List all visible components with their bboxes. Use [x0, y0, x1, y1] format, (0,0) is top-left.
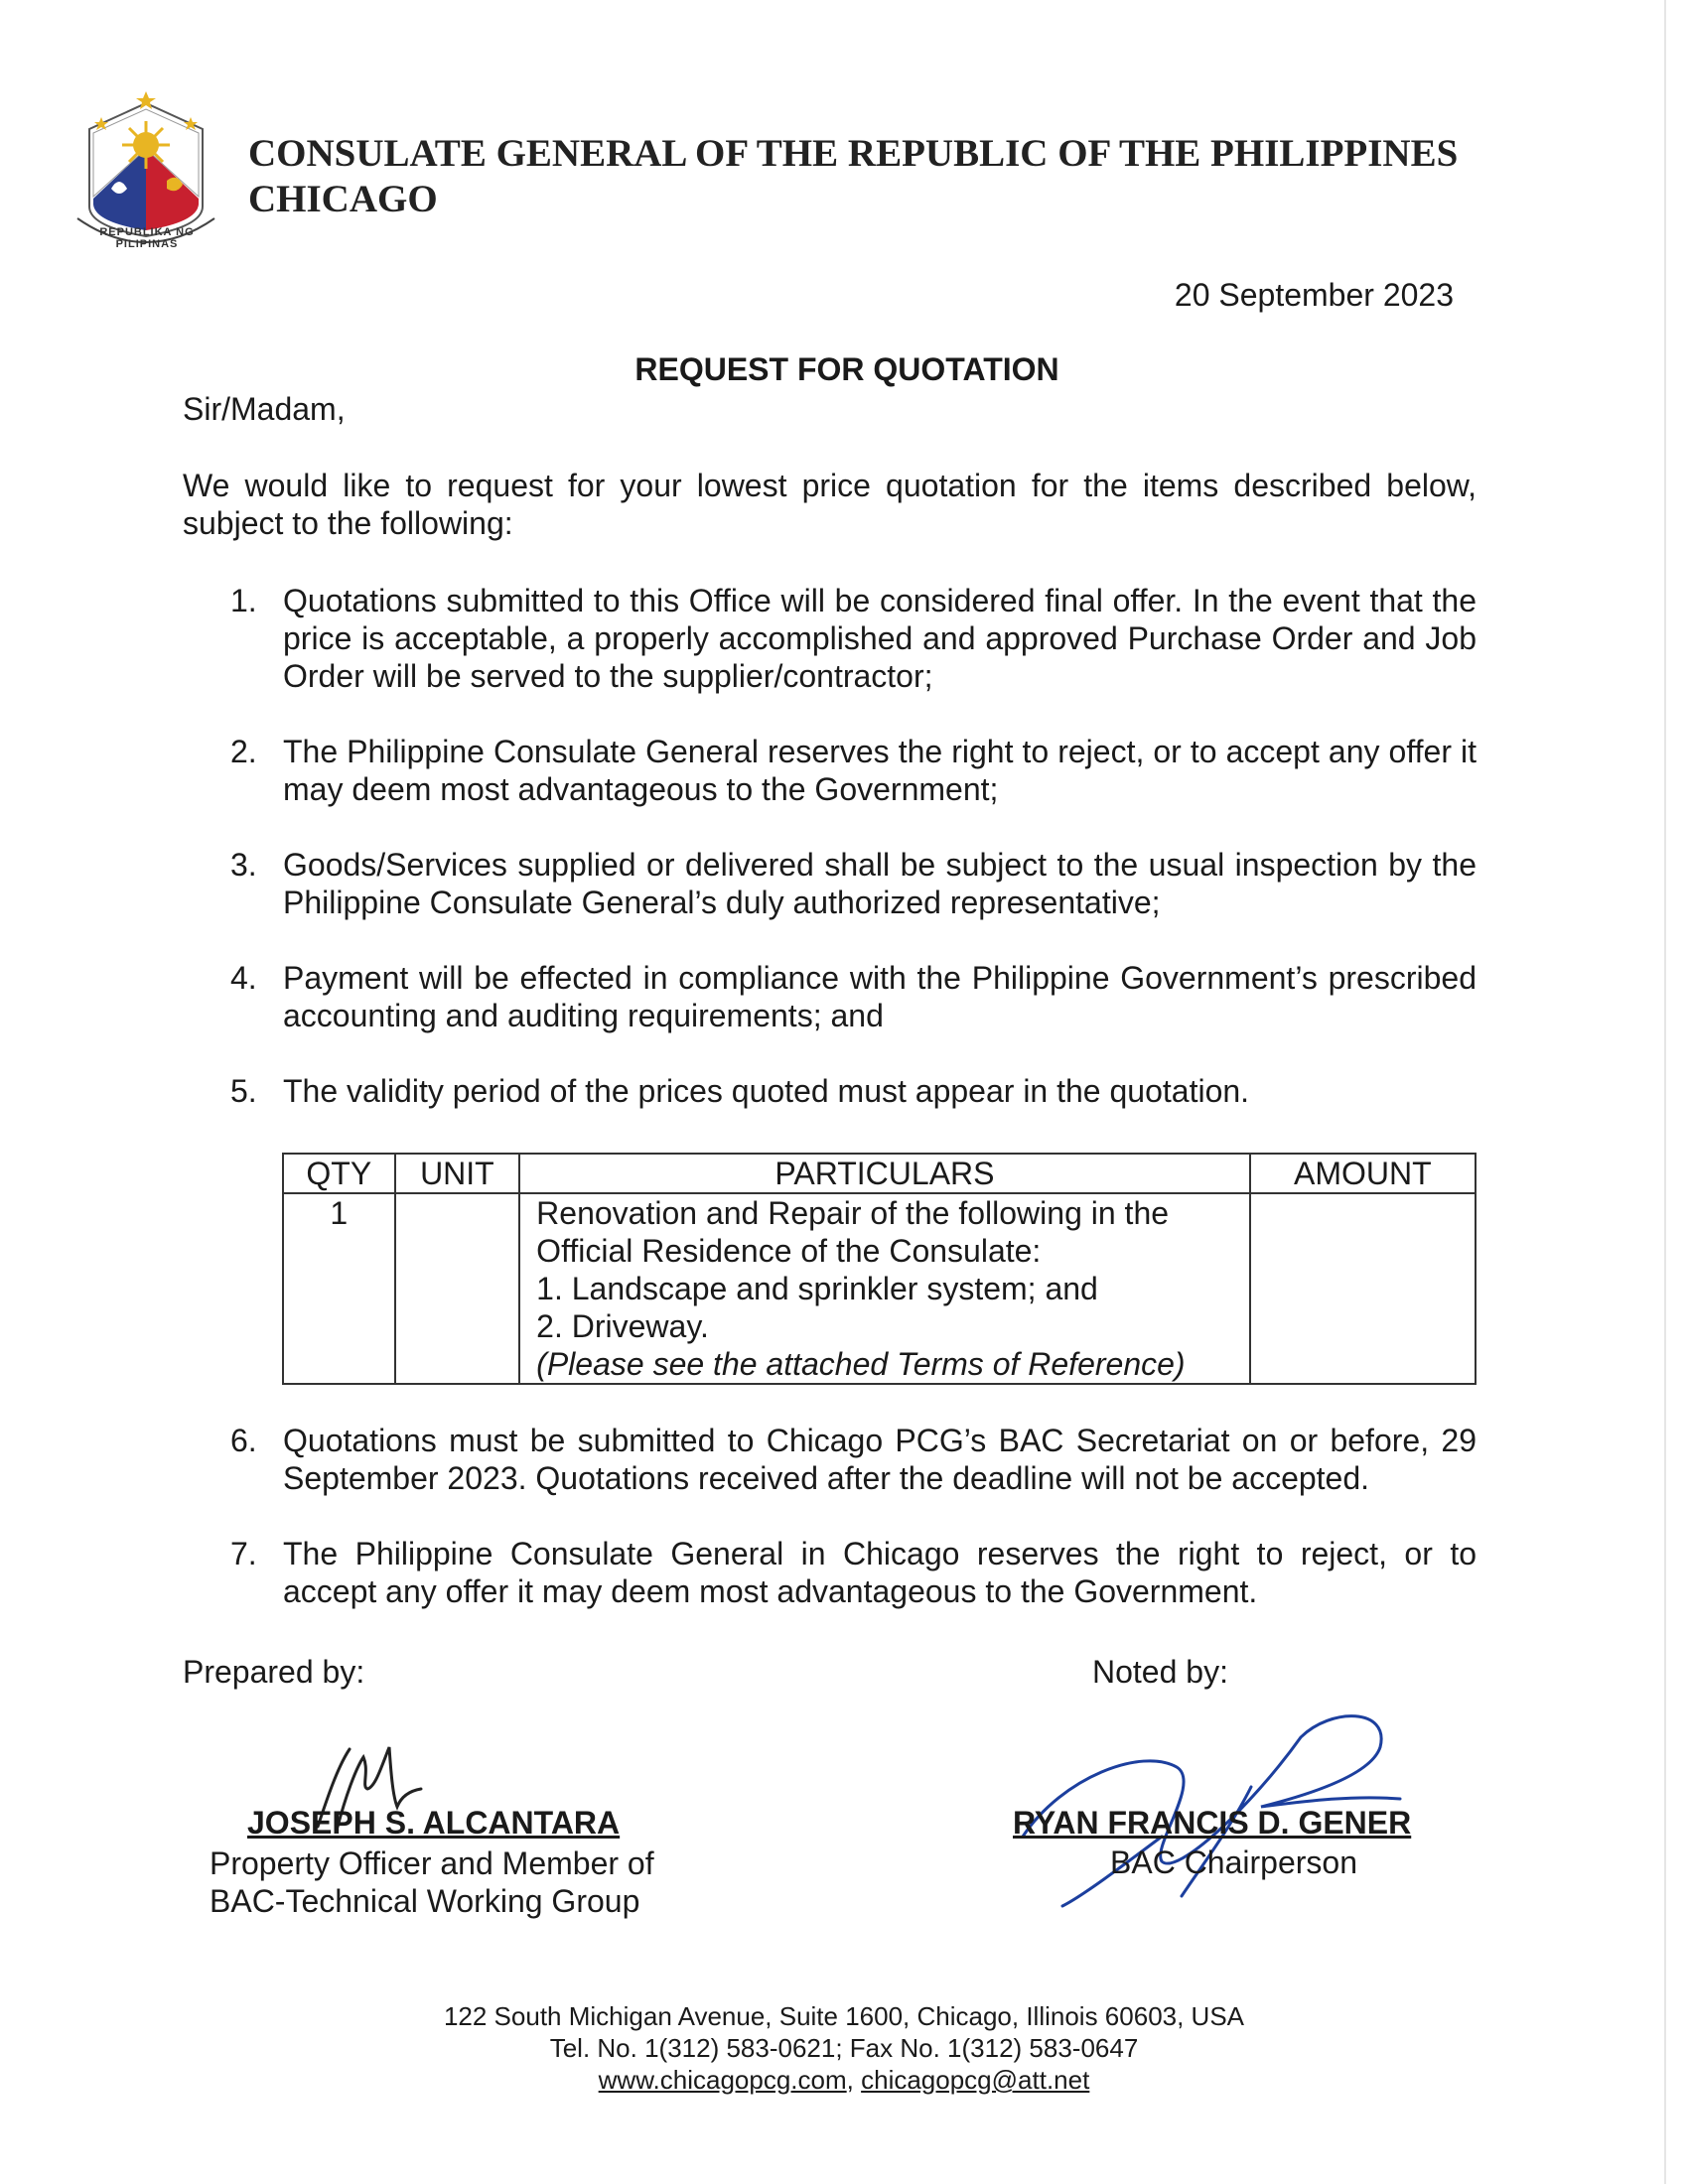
- condition-text: Quotations must be submitted to Chicago PCG’s BAC Secretariat on or before, 29 September 2023. Quotations received after the deadline will not be accepted.: [283, 1423, 1477, 1496]
- cell-unit: [395, 1193, 520, 1384]
- condition-item: [183, 846, 1477, 921]
- condition-number: 7.: [230, 1536, 257, 1571]
- prepared-by-name: JOSEPH S. ALCANTARA: [247, 1805, 621, 1841]
- website-link[interactable]: www.chicagopcg.com: [598, 2065, 847, 2095]
- condition-text: The validity period of the prices quoted must appear in the quotation.: [283, 1073, 1250, 1109]
- condition-number: 1.: [230, 583, 257, 618]
- condition-item: [183, 1422, 1477, 1497]
- condition-number: 6.: [230, 1423, 257, 1458]
- cell-amount: [1250, 1193, 1476, 1384]
- condition-number: 5.: [230, 1073, 257, 1109]
- condition-number: 4.: [230, 960, 257, 996]
- organization-title: [248, 131, 1458, 222]
- conditions-list-after: [183, 1422, 1477, 1610]
- particulars-note: (Please see the attached Terms of Reference): [536, 1346, 1186, 1382]
- table-row: [283, 1193, 1476, 1384]
- footer: [0, 2000, 1688, 2096]
- header-particulars: PARTICULARS: [519, 1154, 1250, 1193]
- letter-date: 20 September 2023: [1174, 277, 1454, 313]
- condition-item: [183, 1535, 1477, 1610]
- organization-name: CONSULATE GENERAL OF THE REPUBLIC OF THE PHILIPPINES: [248, 132, 1459, 175]
- noted-by-label: Noted by:: [1092, 1654, 1228, 1690]
- particulars-line: 1. Landscape and sprinkler system; and: [536, 1271, 1098, 1306]
- condition-number: 3.: [230, 847, 257, 883]
- prepared-role-line: BAC-Technical Working Group: [210, 1883, 640, 1919]
- intro-paragraph: We would like to request for your lowest price quotation for the items described below, subject to the following:: [183, 468, 1477, 541]
- signature-gener-icon: [1003, 1688, 1420, 1916]
- condition-text: The Philippine Consulate General reserves the right to reject, or to accept any offer it may deem most advantageous to the Government;: [283, 734, 1477, 807]
- particulars-line: 2. Driveway.: [536, 1308, 709, 1344]
- quotation-items-table: [282, 1153, 1477, 1385]
- noted-by-name: RYAN FRANCIS D. GENER: [1013, 1805, 1412, 1841]
- condition-number: 2.: [230, 734, 257, 769]
- prepared-role-line: Property Officer and Member of: [210, 1845, 654, 1881]
- footer-address: 122 South Michigan Avenue, Suite 1600, Chicago, Illinois 60603, USA: [443, 2001, 1245, 2031]
- seal-text: REPUBLIKA NG PILIPINAS: [99, 226, 195, 250]
- email-link[interactable]: chicagopcg@att.net: [861, 2065, 1090, 2095]
- prepared-by-label: Prepared by:: [183, 1654, 365, 1690]
- document-title: REQUEST FOR QUOTATION: [634, 351, 1059, 387]
- organization-city: CHICAGO: [248, 178, 438, 220]
- particulars-line: Renovation and Repair of the following in the: [536, 1195, 1170, 1231]
- footer-phone: Tel. No. 1(312) 583-0621; Fax No. 1(312) 583-0647: [549, 2033, 1139, 2063]
- page-edge: [1664, 0, 1666, 2184]
- condition-item: [183, 1072, 1477, 1110]
- header-qty: QTY: [283, 1154, 395, 1193]
- condition-item: [183, 733, 1477, 808]
- cell-particulars: [519, 1193, 1250, 1384]
- prepared-by-role: [210, 1844, 654, 1920]
- condition-item: [183, 582, 1477, 695]
- footer-contacts: [0, 2064, 1688, 2096]
- table-header-row: [283, 1154, 1476, 1193]
- cell-qty: 1: [283, 1193, 395, 1384]
- condition-text: Payment will be effected in compliance with the Philippine Government’s prescribed accounting and auditing requirements; and: [283, 960, 1477, 1033]
- header-unit: UNIT: [395, 1154, 520, 1193]
- noted-by-role: BAC Chairperson: [1110, 1844, 1357, 1880]
- condition-item: [183, 959, 1477, 1034]
- salutation: Sir/Madam,: [183, 391, 346, 427]
- condition-text: Quotations submitted to this Office will be considered final offer. In the event that the price is acceptable, a properly accomplished and approved Purchase Order and Job Order will be served to the supplier/contractor;: [283, 583, 1477, 694]
- condition-text: The Philippine Consulate General in Chicago reserves the right to reject, or to accept any offer it may deem most advantageous to the Government.: [283, 1536, 1477, 1609]
- particulars-line: Official Residence of the Consulate:: [536, 1233, 1042, 1269]
- conditions-list: [183, 582, 1477, 1110]
- condition-text: Goods/Services supplied or delivered shall be subject to the usual inspection by the Philippine Consulate General’s duly authorized representative;: [283, 847, 1477, 920]
- footer-separator: ,: [846, 2065, 862, 2095]
- header-amount: AMOUNT: [1250, 1154, 1476, 1193]
